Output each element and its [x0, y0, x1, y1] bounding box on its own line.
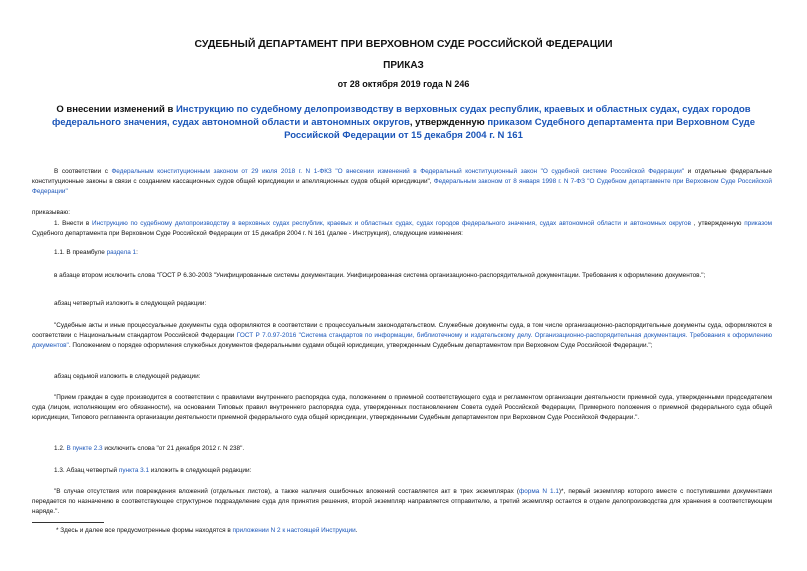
quote-1-paragraph	[32, 321, 772, 352]
federal-constitutional-law-link[interactable]: Федеральным конституционным законом от 29 июля 2018 г. N 1-ФКЗ "О внесении изменений в Федеральный конституционный закон "О судебной системе Российской Федерации"	[111, 168, 685, 175]
seventh-paragraph-note: абзац седьмой изложить в следующей редакции:	[54, 373, 201, 380]
text: и отдельные федеральные конституционные законы в связи с созданием кассационных судов общей юрисдикции и апелляционных судов общей юрисдикции",	[32, 168, 772, 186]
text: .	[355, 527, 358, 534]
section-1-link[interactable]: раздела 1	[106, 249, 137, 256]
federal-law-link[interactable]: Федеральным законом от 8 января 1998 г. N 7-ФЗ "О Судебном департаменте при Верховном Суде Российской Федерации"	[32, 178, 772, 196]
text: * Здесь и далее все предусмотренные формы находятся в	[56, 527, 233, 534]
organization-heading: СУДЕБНЫЙ ДЕПАРТАМЕНТ ПРИ ВЕРХОВНОМ СУДЕ РОССИЙСКОЙ ФЕДЕРАЦИИ	[194, 38, 613, 50]
item-1-3-paragraph	[32, 466, 772, 476]
document-date-number: от 28 октября 2019 года N 246	[337, 79, 470, 89]
text: . Положением о порядке оформления служебных документов федеральными судами общей юрисдикции, утвержденным Судебным департаментом при Верховном Суде Российской Федерации.";	[68, 342, 653, 350]
form-1-1-link[interactable]: форма N 1.1	[519, 488, 559, 495]
document-type: ПРИКАЗ	[383, 60, 424, 71]
text: )*, первый экземпляр которого вместе с поступившими документами передается по назначению в соответствующее структурное подразделение суда для принятия решения, второй экземпляр направляется отправителю, а третий экземпляр остается в отделе делопроизводства для хранения в соответствующем наряде.".	[32, 488, 773, 516]
exclude-words-paragraph: в абзаце втором исключить слова "ГОСТ Р 6.30-2003 "Унифицированные системы документации. Унифицированная система организационно-распорядительной документации. Требования к оформлению документов.";	[54, 272, 706, 279]
title-order-link[interactable]: приказом Судебного департамента при Верховном Суде Российской Федерации от 15 декабря 2004 г. N 161	[284, 117, 755, 141]
appendix-2-link[interactable]: приложении N 2 к настоящей Инструкции	[232, 527, 356, 534]
gost-link[interactable]: ГОСТ Р 7.0.97-2016 "Система стандартов по информации, библиотечному и издательскому делу. Организационно-распорядительная документация. Требования к оформлению документов"	[32, 332, 772, 350]
text: 1. Внести в	[54, 220, 93, 227]
text: 1.2.	[54, 445, 67, 452]
text: изложить в следующей редакции:	[149, 467, 252, 474]
document-title	[32, 103, 775, 142]
item-1-paragraph	[32, 219, 772, 239]
text: 1.1. В преамбуле	[54, 249, 107, 256]
item-1-2-paragraph	[32, 444, 772, 454]
text: исключить слова "от 21 декабря 2012 г. N 238".	[102, 445, 245, 452]
quote-3-paragraph	[32, 487, 772, 518]
text: :	[136, 249, 138, 256]
footnote-divider	[32, 522, 104, 523]
fourth-paragraph-note: абзац четвертый изложить в следующей редакции:	[54, 300, 207, 307]
title-instruction-link[interactable]: Инструкцию по судебному делопроизводству в верховных судах республик, краевых и областных судах, судах городов федерального значения, судах автономной области и автономных округов	[52, 104, 751, 128]
text: "Судебные акты и иные процессуальные документы суда оформляются в соответствии с процессуальным законодательством. Служебные документы суда, в том числе организационно-распорядительные документы суда, оформляются в соответствии с Национальным стандартом Российской Федерации	[32, 322, 772, 340]
instruction-link[interactable]: Инструкцию по судебному делопроизводству в верховных судах республик, краевых и областных судах, судах городов федерального значения, судах автономной области и автономных округов	[92, 220, 692, 227]
text: Судебного департамента при Верховном Суде Российской Федерации от 15 декабря 2004 г. N 161 (далее - Инструкция), следующие изменения:	[32, 230, 463, 238]
text: , утвержденную	[691, 220, 745, 227]
item-1-1-paragraph	[32, 248, 772, 258]
title-text: , утвержденную	[409, 117, 488, 128]
title-text: О внесении изменений в	[56, 104, 176, 115]
point-3-1-link[interactable]: пункта 3.1	[118, 467, 150, 474]
quote-2-paragraph: "Прием граждан в суде производится в соответствии с правилами внутреннего распорядка суда, положением о приемной соответствующего суда и регламентом организации деятельности приемной суда, утвержденными председателем суда (лицом, исполняющим его обязанности), на основании Типовых правил внутреннего распорядка суда, утвержденных постановлением Совета судей Российской Федерации, Примерного положения о приемной федерального суда общей юрисдикции, Типового регламента организации деятельности приемной федерального суда общей юрисдикции, утвержденными Судебным департаментом при Верховном Суде Российской Федерации.".	[32, 394, 772, 422]
preamble-paragraph	[32, 167, 772, 198]
order-word: приказываю:	[32, 209, 70, 216]
order-link[interactable]: приказом	[744, 220, 773, 227]
point-2-3-link[interactable]: В пункте 2.3	[66, 445, 103, 452]
text: "В случае отсутствия или повреждения вложений (отдельных листов), а также наличия ошибочных вложений составляется акт в трех экземплярах (	[54, 488, 519, 495]
text: 1.3. Абзац четвертый	[54, 467, 119, 474]
footnote	[56, 527, 357, 534]
text: В соответствии с	[54, 168, 112, 175]
